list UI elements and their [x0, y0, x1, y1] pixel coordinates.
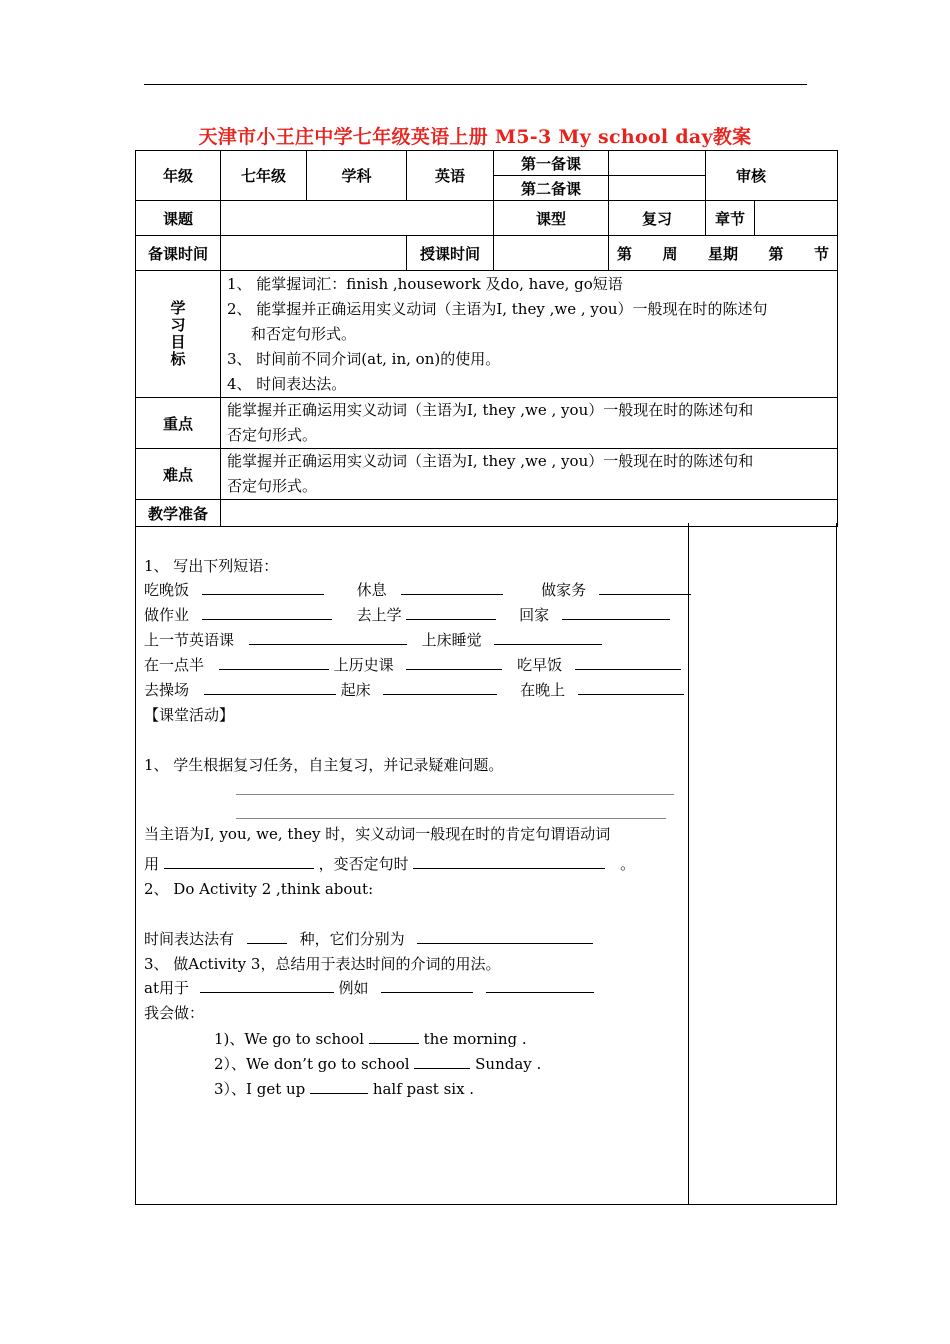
- header-table: [135, 150, 838, 527]
- type-label: 课型: [494, 201, 609, 236]
- blank-line: [164, 853, 314, 869]
- blank-line: [381, 977, 473, 993]
- blank-line: [310, 1078, 368, 1094]
- blank-line: [413, 853, 605, 869]
- activity-2: 2、 Do Activity 2 ,think about:: [144, 880, 374, 898]
- subject-label: 学科: [307, 151, 407, 201]
- prep1-label: 第一备课: [494, 151, 609, 176]
- activity-1: 1、 学生根据复习任务，自主复习，并记录疑难问题。: [144, 756, 504, 774]
- blank-line: [406, 604, 496, 620]
- blank-line: [486, 977, 594, 993]
- prep-time-label: 备课时间: [136, 236, 221, 271]
- task1-title: 1、 写出下列短语：: [144, 557, 279, 575]
- blank-line: [599, 579, 691, 595]
- objectives-list: [221, 271, 838, 398]
- objective-item: 1、 能掌握词汇：finish ,housework 及do, have, go短语: [227, 274, 623, 293]
- class-activity-heading: 【课堂活动】: [144, 706, 235, 724]
- phrase-row: 吃晚饭 休息 做家务: [144, 579, 691, 601]
- blank-line: [383, 679, 497, 695]
- objective-item: 4、 时间表达法。: [227, 374, 347, 393]
- prep2-label: 第二备课: [494, 176, 609, 201]
- blank-line: [417, 928, 593, 944]
- grade-value: 七年级: [221, 151, 307, 201]
- answer-line: [236, 818, 666, 819]
- week-part: 第: [768, 244, 784, 263]
- phrase-row: 上一节英语课 上床睡觉: [144, 629, 602, 651]
- week-part: 节: [814, 244, 830, 263]
- blank-line: [562, 604, 670, 620]
- blank-line: [406, 654, 502, 670]
- teach-time-label: 授课时间: [407, 236, 494, 271]
- chapter-label: 章节: [706, 201, 755, 236]
- activity-3: 3、 做Activity 3，总结用于表达时间的介词的用法。: [144, 955, 501, 973]
- blank-line: [202, 579, 324, 595]
- phrase-row: 去操场 起床 在晚上: [144, 679, 684, 701]
- blank-line: [204, 679, 336, 695]
- blank-line: [575, 654, 681, 670]
- time-expression-line: 时间表达法有 种，它们分别为: [144, 928, 593, 950]
- blank-line: [494, 629, 602, 645]
- at-usage-line: at用于 例如: [144, 977, 594, 999]
- exercise-item: 1)、We go to school the morning .: [214, 1030, 527, 1048]
- rule-line-2: 用 ，变否定句时 。: [144, 855, 636, 873]
- blank-line: [414, 1053, 470, 1069]
- key-points: 能掌握并正确运用实义动词（主语为I, they ,we , you）一般现在时的陈述句和 否定句形式。: [221, 398, 838, 449]
- body-column-divider: [688, 523, 689, 1204]
- blank-line: [578, 679, 684, 695]
- top-rule: [144, 84, 807, 85]
- blank-line: [202, 604, 332, 620]
- objective-item: 2、 能掌握并正确运用实义动词（主语为I, they ,we , you）一般现在时的陈述句: [227, 299, 768, 318]
- answer-line: [236, 794, 674, 795]
- week-row: [609, 236, 838, 271]
- difficulty-label: 难点: [136, 449, 221, 500]
- document-title: 天津市小王庄中学七年级英语上册 M5-3 My school day教案: [198, 126, 752, 148]
- blank-line: [200, 977, 334, 993]
- objective-item: 和否定句形式。: [251, 324, 357, 343]
- prep-time-value: [221, 236, 407, 271]
- chapter-value: [755, 201, 838, 236]
- topic-value: [221, 201, 494, 236]
- blank-line: [249, 629, 407, 645]
- week-part: 周: [662, 244, 678, 263]
- subject-value: 英语: [407, 151, 494, 201]
- rule-line-1: 当主语为I, you, we, they 时，实义动词一般现在时的肯定句谓语动词: [144, 825, 611, 843]
- exercise-item: 2）、We don’t go to school Sunday .: [214, 1055, 542, 1073]
- prep2-value: [609, 176, 706, 201]
- week-part: 第: [617, 244, 633, 263]
- phrase-row: 在一点半 上历史课 吃早饭: [144, 654, 681, 676]
- blank-line: [247, 928, 287, 944]
- phrase-row: 做作业 去上学 回家: [144, 604, 670, 626]
- blank-line: [369, 1028, 419, 1044]
- type-value: 复习: [609, 201, 706, 236]
- blank-line: [219, 654, 329, 670]
- blank-line: [401, 579, 503, 595]
- preparation-label: 教学准备: [136, 500, 221, 527]
- difficulty-points: 能掌握并正确运用实义动词（主语为I, they ,we , you）一般现在时的陈述句和 否定句形式。: [221, 449, 838, 500]
- exercise-item: 3）、I get up half past six .: [214, 1080, 475, 1098]
- week-part: 星期: [708, 244, 739, 263]
- objective-item: 3、 时间前不同介词(at, in, on)的使用。: [227, 349, 501, 368]
- i-can-heading: 我会做：: [144, 1004, 205, 1022]
- prep1-value: [609, 151, 706, 176]
- teach-time-value: [494, 236, 609, 271]
- grade-label: 年级: [136, 151, 221, 201]
- topic-label: 课题: [136, 201, 221, 236]
- objectives-label: 学 习 目 标: [136, 271, 221, 398]
- key-label: 重点: [136, 398, 221, 449]
- review-label: 审核: [706, 151, 838, 201]
